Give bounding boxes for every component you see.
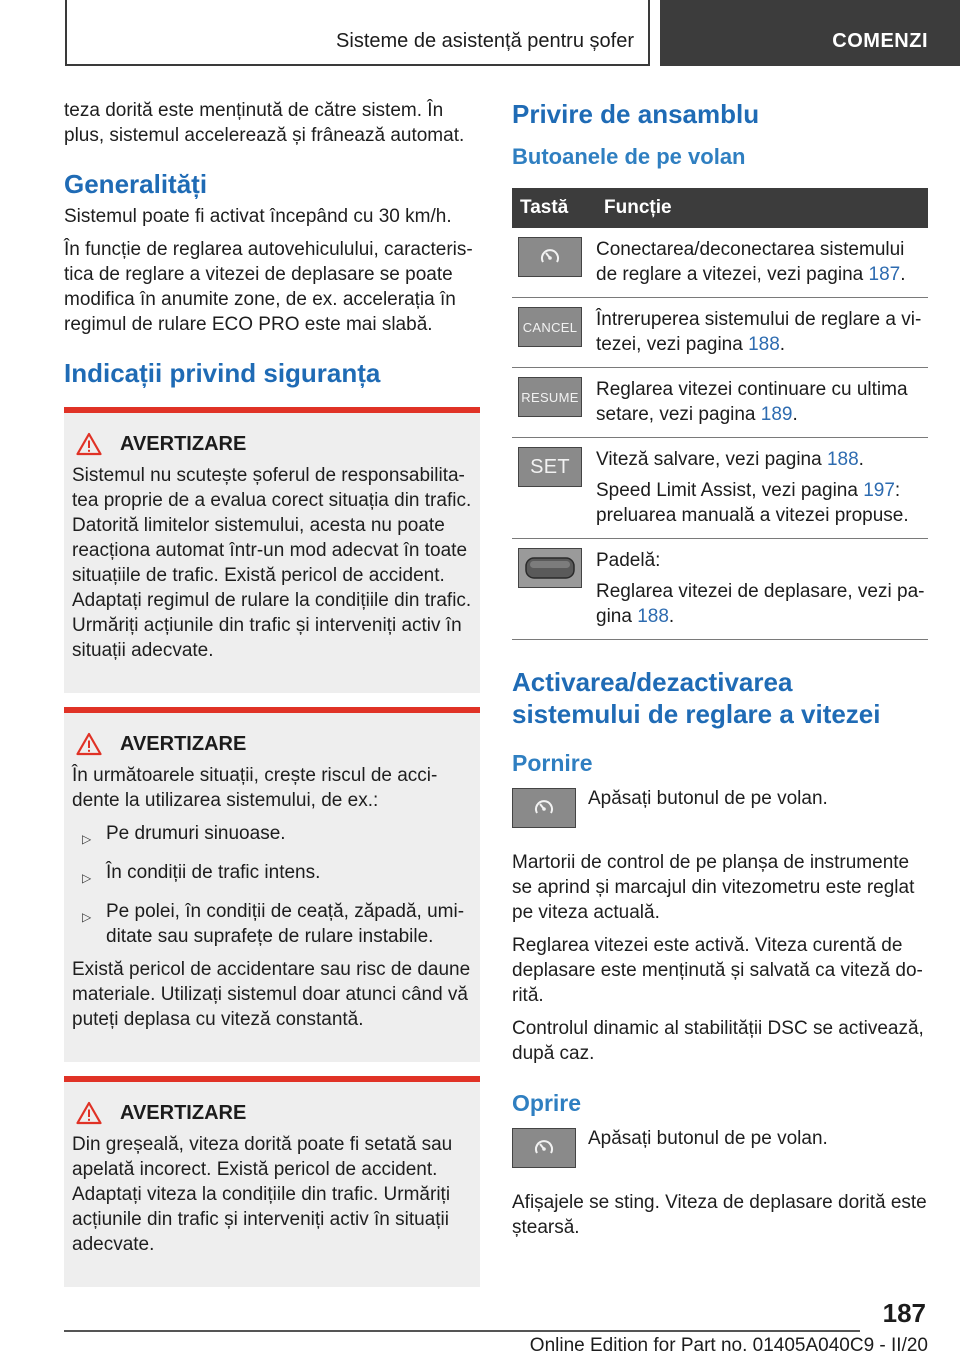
warning-title-text-2: AVERTIZARE — [120, 732, 247, 755]
cruise-control-icon — [512, 788, 576, 828]
right-column — [512, 98, 928, 1248]
resume-icon: RESUME — [518, 377, 582, 417]
rocker-icon — [518, 548, 582, 588]
heading-overview: Privire de ansamblu — [512, 99, 760, 129]
footer-edition: Online Edition for Part no. 01405A040C9 - II/20 — [529, 1335, 928, 1356]
warning-title-1 — [72, 431, 472, 457]
bullet-triangle-icon: ▷ — [82, 871, 92, 885]
list-item: ▷ Pe polei, în condiții de ceață, zăpadă, umiditate sau suprafețe de rulare instabile. — [82, 901, 465, 947]
warning-box-3 — [64, 1076, 480, 1287]
table-row: Padelă: Reglarea vitezei de deplasare, vezi pagina 188. — [512, 539, 928, 640]
stop-paragraph-1: Apăsați butonul de pe volan. — [588, 1128, 828, 1149]
start-paragraph-2: Martorii de control de pe planșa de instrumente se aprind și marcajul din vitezometru este reglat pe viteza actuală. — [512, 852, 915, 923]
warning-title-3 — [72, 1100, 472, 1126]
table-row: CANCEL Întreruperea sistemului de reglare a vitezei, vezi pagina 188. — [512, 298, 928, 368]
stop-instruction — [512, 1128, 928, 1178]
header-chapter-box — [660, 0, 960, 66]
set-icon: SET — [518, 447, 582, 487]
warning-box-2 — [64, 707, 480, 1062]
table-header-key: Tastă — [512, 188, 596, 228]
table-row: Conectarea/deconectarea sistemului de reglare a vitezei, vezi pagina 187. — [512, 228, 928, 298]
heading-activation: Activarea/dezactivarea sistemului de reglare a vitezei — [512, 667, 881, 729]
table-header-row — [512, 188, 928, 228]
bullet-triangle-icon: ▷ — [82, 910, 92, 924]
start-paragraph-1: Apăsați butonul de pe volan. — [588, 788, 828, 809]
heading-start: Pornire — [512, 750, 593, 776]
table-row: SET Viteză salvare, vezi pagina 188. Speed Limit Assist, vezi pagina 197: preluarea manuală a vitezei propuse. — [512, 438, 928, 539]
intro-paragraph: teza dorită este menținută de către sistem. În plus, sistemul accelerează și frânează automat. — [64, 100, 465, 146]
cruise-control-icon — [512, 1128, 576, 1168]
heading-stop: Oprire — [512, 1090, 582, 1116]
buttons-table — [512, 188, 928, 640]
cruise-control-icon — [518, 237, 582, 277]
page-link[interactable]: 188 — [748, 334, 780, 355]
warning-text-1: Sistemul nu scutește șoferul de responsabilitatea proprie de a evalua corect situația din trafic. Datorită limitelor sistemului, acesta nu poate reacționa automat într-un mod adecvat în toate situațiile de trafic. Există pericol de accident. Adaptați regimul de rulare la condițiile din trafic. Urmăriți acțiunile din trafic și interveniți activ în situații adecvate. — [72, 465, 472, 661]
bullet-triangle-icon: ▷ — [82, 832, 92, 846]
list-item: ▷ Pe drumuri sinuoase. — [72, 821, 472, 852]
header-section-box — [65, 0, 650, 66]
start-instruction — [512, 788, 928, 838]
header-section-title: Sisteme de asistență pentru șofer — [336, 30, 634, 52]
page-link[interactable]: 189 — [760, 404, 793, 425]
warning-title-text-1: AVERTIZARE — [120, 432, 247, 455]
warning-triangle-icon — [76, 732, 102, 756]
heading-buttons: Butoanele de pe volan — [512, 144, 746, 169]
heading-safety: Indicații privind siguranța — [64, 358, 381, 388]
list-item: ▷ În condiții de trafic intens. — [72, 860, 472, 891]
warning-triangle-icon — [76, 1101, 102, 1125]
start-paragraph-3: Reglarea vitezei este activă. Viteza curentă de deplasare este menținută și salvată ca viteză dorită. — [512, 935, 923, 1006]
header-chapter-title: COMENZI — [832, 30, 928, 52]
page-link[interactable]: 187 — [868, 264, 901, 285]
warning-outro-2: Există pericol de accidentare sau risc de daune materiale. Utilizați sistemul doar atunci când vă puteți deplasa cu viteză constantă. — [72, 959, 471, 1030]
start-paragraph-4: Controlul dinamic al stabilității DSC se activează, după caz. — [512, 1018, 924, 1064]
cancel-icon: CANCEL — [518, 307, 582, 347]
table-row: RESUME Reglarea vitezei continuare cu ultima setare, vezi pagina 189. — [512, 368, 928, 438]
warning-title-text-3: AVERTIZARE — [120, 1101, 247, 1124]
stop-paragraph-2: Afișajele se sting. Viteza de deplasare dorită este ștearsă. — [512, 1192, 927, 1238]
heading-general: Generalități — [64, 169, 208, 199]
warning-text-3: Din greșeală, viteza dorită poate fi setată sau apelată incorect. Există pericol de accident. Adaptați viteza la condițiile din trafic. Urmăriți acțiunile din trafic și interveniți activ în situații adecvate. — [72, 1134, 453, 1255]
left-column — [64, 98, 480, 1287]
table-header-function: Funcție — [596, 188, 928, 228]
footer-divider — [64, 1330, 860, 1332]
page-link[interactable]: 197 — [863, 480, 895, 501]
page-link[interactable]: 188 — [637, 606, 669, 627]
warning-box-1 — [64, 407, 480, 693]
page-number: 187 — [882, 1298, 926, 1328]
warning-triangle-icon — [76, 432, 102, 456]
warning-intro-2: În următoarele situații, crește riscul de accidente la utilizarea sistemului, de ex.: — [72, 765, 438, 811]
warning-title-2 — [72, 731, 472, 757]
general-paragraph-2: În funcție de reglarea autovehiculului, caracteristica de reglare a vitezei de deplasare se poate modifica în anumite zone, de ex. accelerația în regimul de rulare ECO PRO este mai slabă. — [64, 239, 473, 335]
general-paragraph-1: Sistemul poate fi activat începând cu 30 km/h. — [64, 206, 452, 227]
page-link[interactable]: 188 — [826, 449, 859, 470]
